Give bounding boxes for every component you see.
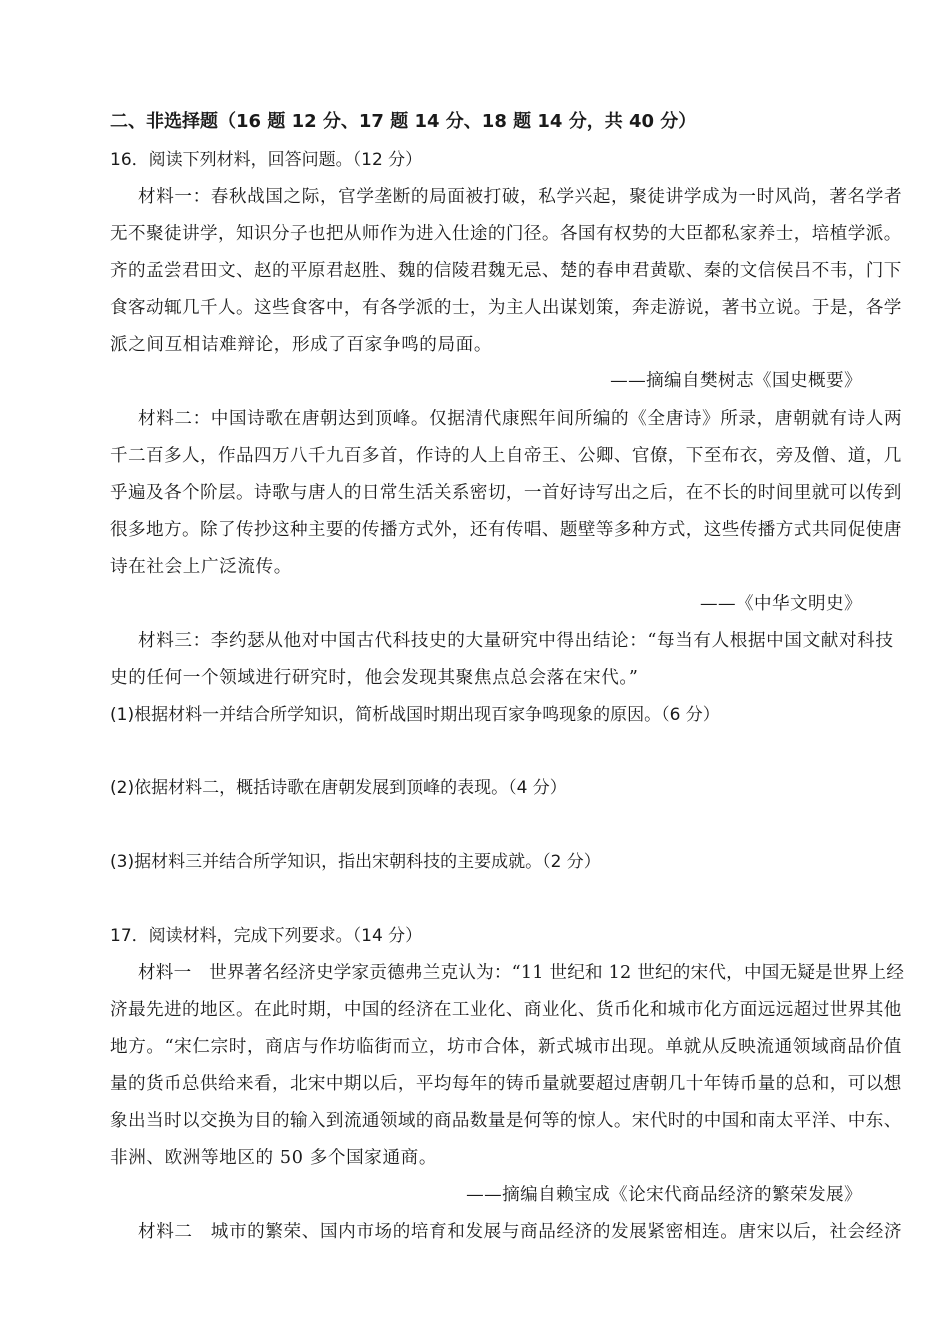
q16-material2-line: 乎遍及各个阶层。诗歌与唐人的日常生活关系密切，一首好诗写出之后，在不长的时间里就可以传到 <box>110 483 902 503</box>
section-title: 二、非选择题（16 题 12 分、17 题 14 分、18 题 14 分，共 40 分） <box>110 111 697 132</box>
q17-material1-source: ——摘编自赖宝成《论宋代商品经济的繁荣发展》 <box>466 1185 862 1205</box>
q16-material1-line: 食客动辄几千人。这些食客中，有各学派的士，为主人出谋划策，奔走游说，著书立说。于是，各学 <box>110 298 902 318</box>
q16-material3-line: 材料三：李约瑟从他对中国古代科技史的大量研究中得出结论：“每当有人根据中国文献对科技 <box>138 631 894 651</box>
q17-material2-line: 材料二 城市的繁荣、国内市场的培育和发展与商品经济的发展紧密相连。唐宋以后，社会经济 <box>138 1222 903 1242</box>
q16-material2-source: ——《中华文明史》 <box>700 594 862 614</box>
q16-material2-line: 很多地方。除了传抄这种主要的传播方式外，还有传唱、题壁等多种方式，这些传播方式共同促使唐 <box>110 520 902 540</box>
q16-material2-line: 千二百多人，作品四万八千九百多首，作诗的人上自帝王、公卿、官僚，下至布衣，旁及僧、道，几 <box>110 446 902 466</box>
q17-material1-line: 量的货币总供给来看，北宋中期以后，平均每年的铸币量就要超过唐朝几十年铸币量的总和，可以想 <box>110 1074 902 1094</box>
q16-material2-line: 诗在社会上广泛流传。 <box>110 557 292 577</box>
q16-material1-line: 材料一：春秋战国之际，官学垄断的局面被打破，私学兴起，聚徒讲学成为一时风尚，著名学者 <box>138 187 903 207</box>
q17-material1-line: 济最先进的地区。在此时期，中国的经济在工业化、商业化、货币化和城市化方面远远超过世界其他 <box>110 1000 902 1020</box>
q16-subquestion-1: (1)根据材料一并结合所学知识，简析战国时期出现百家争鸣现象的原因。（6 分） <box>110 705 720 725</box>
q16-material1-line: 无不聚徒讲学，知识分子也把从师作为进入仕途的门径。各国有权势的大臣都私家养士，培植学派。 <box>110 224 902 244</box>
q16-subquestion-2: (2)依据材料二，概括诗歌在唐朝发展到顶峰的表现。（4 分） <box>110 778 567 798</box>
q16-material3-line: 史的任何一个领域进行研究时，他会发现其聚焦点总会落在宋代。” <box>110 668 639 688</box>
q17-material1-line: 材料一 世界著名经济史学家贡德弗兰克认为：“11 世纪和 12 世纪的宋代，中国无疑是世界上经 <box>138 963 905 983</box>
q17-material1-line: 非洲、欧洲等地区的 50 多个国家通商。 <box>110 1148 438 1168</box>
q17-material1-line: 地方。“宋仁宗时，商店与作坊临街而立，坊市合体，新式城市出现。单就从反映流通领域商品价值 <box>110 1037 902 1057</box>
q17-material1-line: 象出当时以交换为目的输入到流通领域的商品数量是何等的惊人。宋代时的中国和南太平洋、中东、 <box>110 1111 902 1131</box>
q16-material1-source: ——摘编自樊树志《国史概要》 <box>610 371 862 391</box>
question-16-stem: 16．阅读下列材料，回答问题。（12 分） <box>110 150 423 170</box>
q16-material1-line: 齐的孟尝君田文、赵的平原君赵胜、魏的信陵君魏无忌、楚的春申君黄歇、秦的文信侯吕不韦，门下 <box>110 261 902 281</box>
q16-subquestion-3: (3)据材料三并结合所学知识，指出宋朝科技的主要成就。（2 分） <box>110 852 601 872</box>
q16-material2-line: 材料二：中国诗歌在唐朝达到顶峰。仅据清代康熙年间所编的《全唐诗》所录，唐朝就有诗人两 <box>138 409 903 429</box>
q16-material1-line: 派之间互相诘难辩论，形成了百家争鸣的局面。 <box>110 335 493 355</box>
question-17-stem: 17．阅读材料，完成下列要求。（14 分） <box>110 926 423 946</box>
